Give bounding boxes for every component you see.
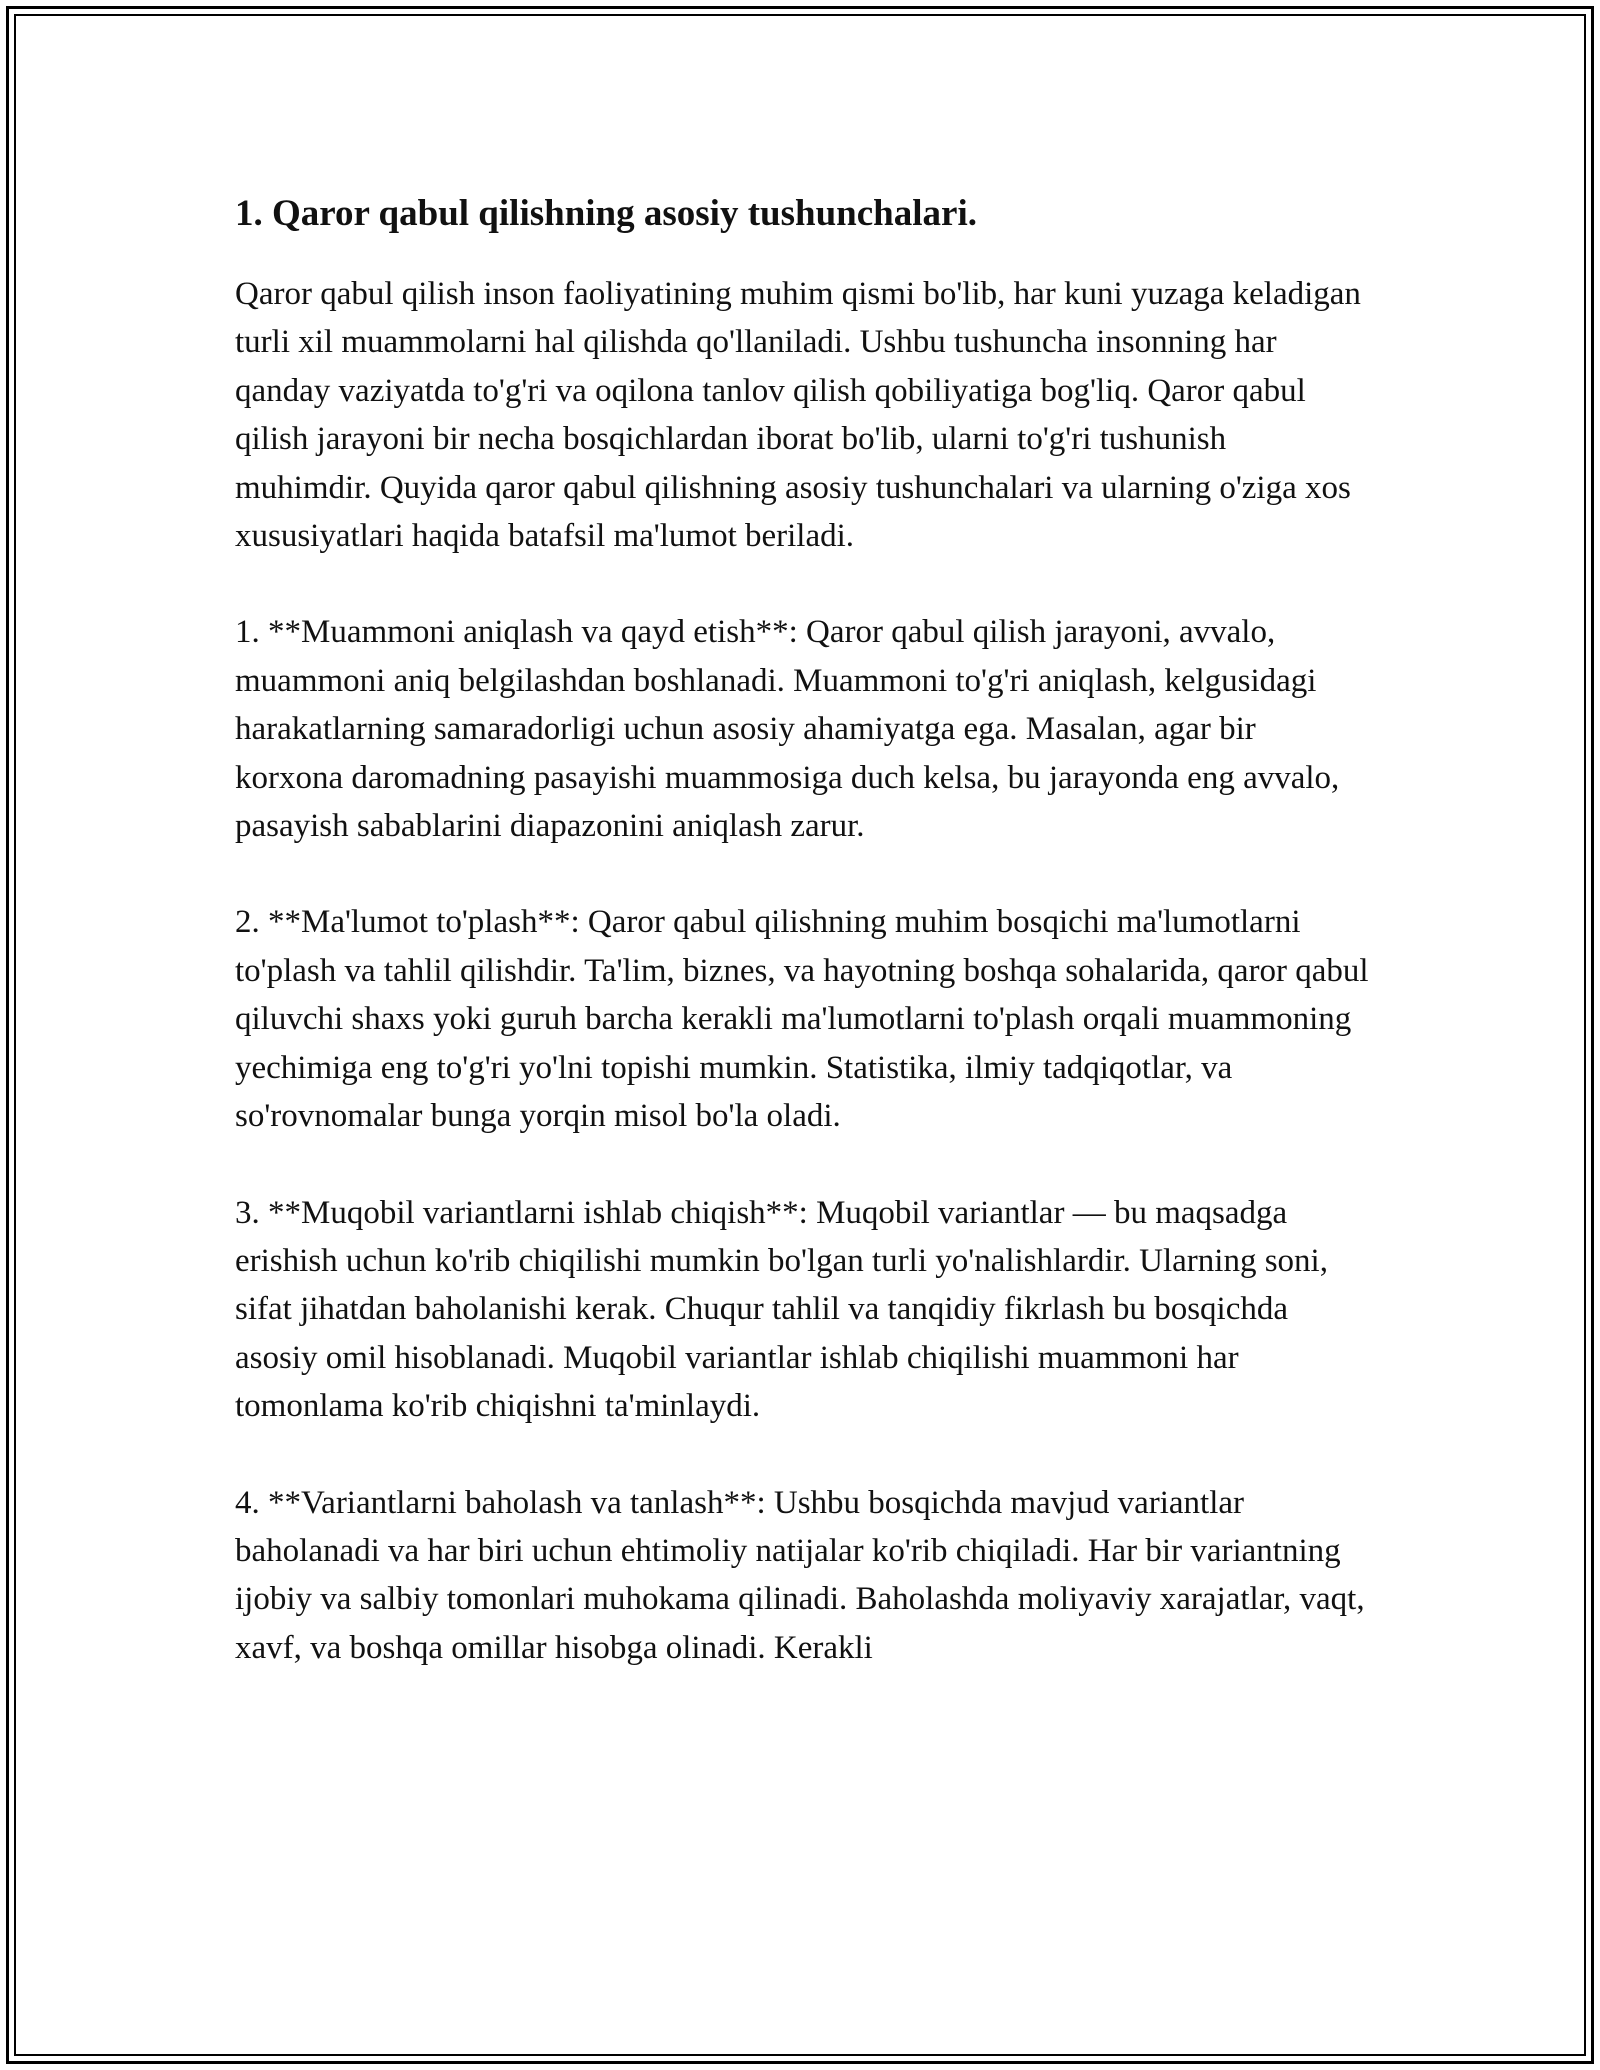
paragraph-alternatives: 3. **Muqobil variantlarni ishlab chiqish**: Muqobil variantlar — bu maqsadga erishish uchun ko'rib chiqilishi mumkin bo'lgan turli yo'nalishlardir. Ularning soni, sifat jihatdan baholanishi kerak. Chuqur tahlil va tanqidiy fikrlash bu bosqichda asosiy omil hisoblanadi. Muqobil variantlar ishlab chiqilishi muammoni har tomonlama ko'rib chiqishni ta'minlaydi. [235,1194,1328,1425]
document-body [235,186,1370,1672]
paragraph-problem-definition: 1. **Muammoni aniqlash va qayd etish**: Qaror qabul qilish jarayoni, avvalo, muammoni aniq belgilashdan boshlanadi. Muammoni to'g'ri aniqlash, kelgusidagi harakatlarning samaradorligi uchun asosiy ahamiyatga ega. Masalan, agar bir korxona daromadning pasayishi muammosiga duch kelsa, bu jarayonda eng avvalo, pasayish sabablarini diapazonini aniqlash zarur. [235,614,1340,845]
intro-paragraph: Qaror qabul qilish inson faoliyatining muhim qismi bo'lib, har kuni yuzaga keladigan turli xil muammolarni hal qilishda qo'llaniladi. Ushbu tushuncha insonning har qanday vaziyatda to'g'ri va oqilona tanlov qilish qobiliyatiga bog'liq. Qaror qabul qilish jarayoni bir necha bosqichlardan iborat bo'lib, ularni to'g'ri tushunish muhimdir. Quyida qaror qabul qilishning asosiy tushunchalari va ularning o'ziga xos xususiyatlari haqida batafsil ma'lumot beriladi. [235,276,1361,555]
paragraph-information-gathering: 2. **Ma'lumot to'plash**: Qaror qabul qilishning muhim bosqichi ma'lumotlarni to'plash va tahlil qilishdir. Ta'lim, biznes, va hayotning boshqa sohalarida, qaror qabul qiluvchi shaxs yoki guruh barcha kerakli ma'lumotlarni to'plash orqali muammoning yechimiga eng to'g'ri yo'lni topishi mumkin. Statistika, ilmiy tadqiqotlar, va so'rovnomalar bunga yorqin misol bo'la oladi. [235,904,1369,1135]
paragraph-evaluation: 4. **Variantlarni baholash va tanlash**: Ushbu bosqichda mavjud variantlar baholanadi va har biri uchun ehtimoliy natijalar ko'rib chiqiladi. Har bir variantning ijobiy va salbiy tomonlari muhokama qilinadi. Baholashda moliyaviy xarajatlar, vaqt, xavf, va boshqa omillar hisobga olinadi. Kerakli [235,1484,1365,1666]
section-heading: 1. Qaror qabul qilishning asosiy tushunchalari. [235,193,977,234]
